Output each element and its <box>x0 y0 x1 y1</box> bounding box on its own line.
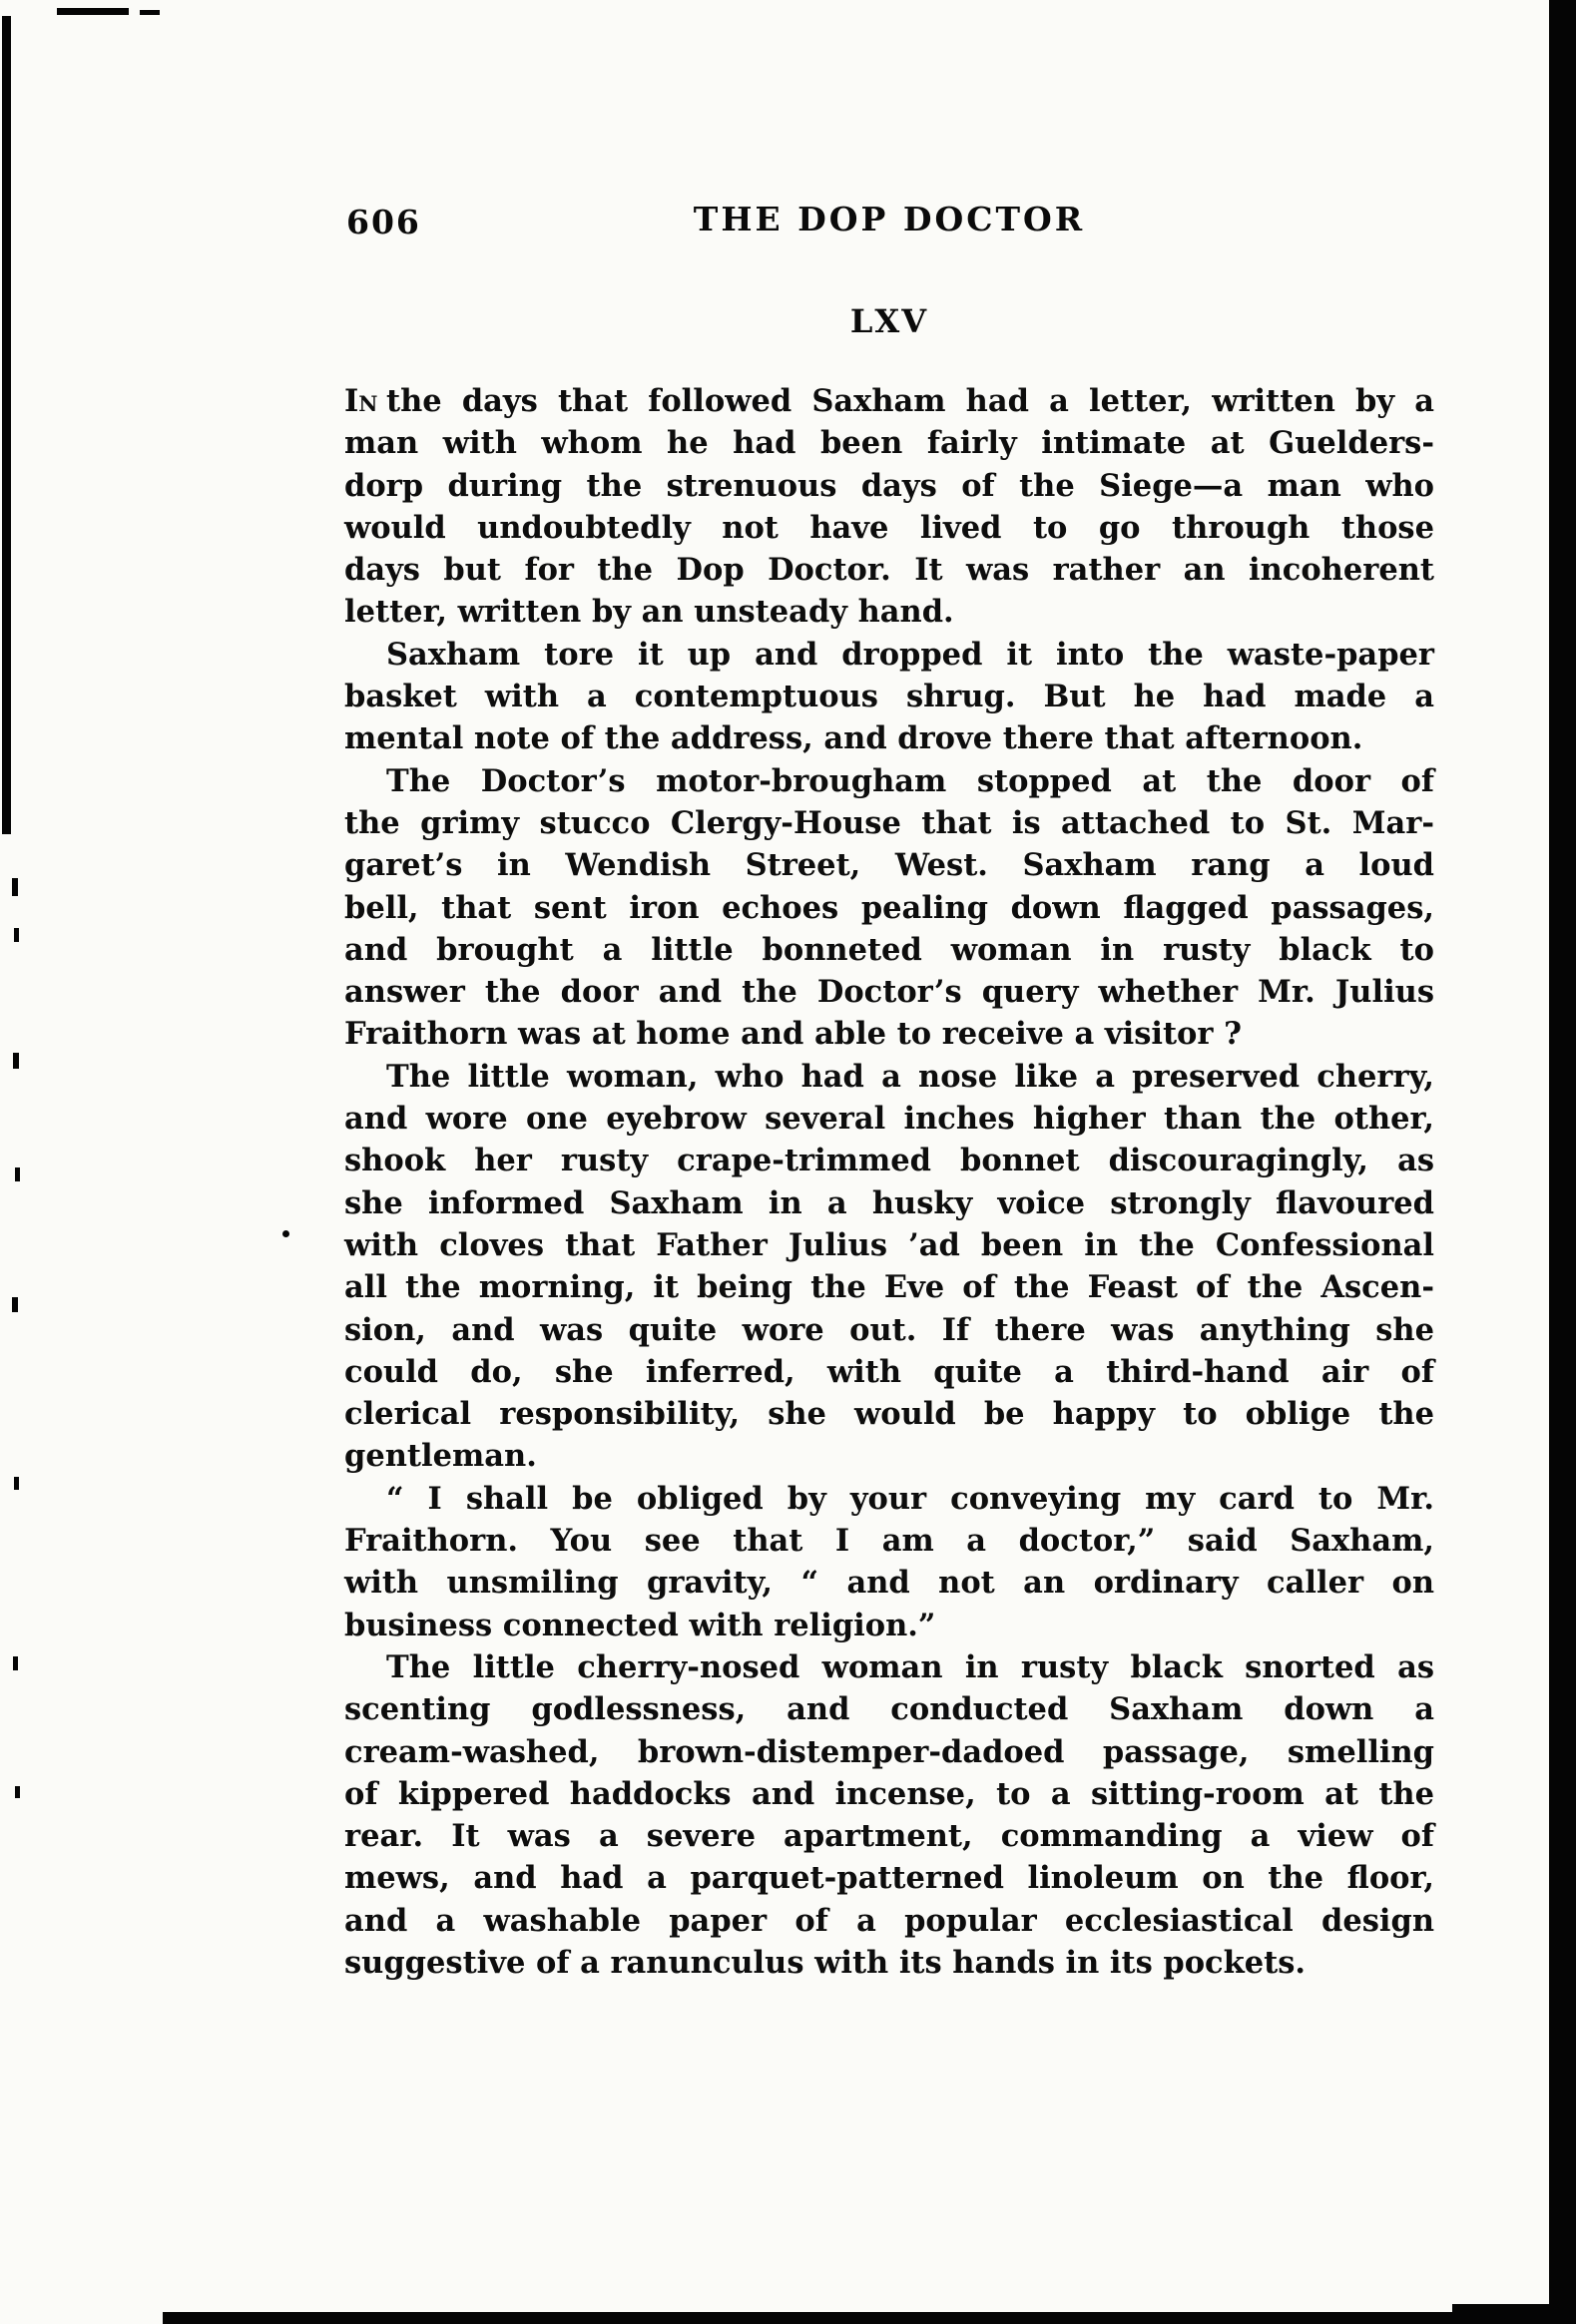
text-line: with unsmiling gravity, “ and not an ordinary caller on <box>344 1565 1434 1602</box>
running-head: THE DOP DOCTOR <box>693 200 1086 238</box>
text-line: could do, she inferred, with quite a third-hand air of <box>344 1353 1434 1390</box>
text-line: mews, and had a parquet-patterned linoleum on the floor, <box>344 1860 1434 1897</box>
text-line: she informed Saxham in a husky voice strongly flavoured <box>344 1184 1434 1221</box>
scan-artifact-left-edge-speck <box>13 1053 19 1069</box>
scan-artifact-top-left-dash <box>57 8 129 15</box>
scan-artifact-bottom-edge-strip <box>163 2312 1576 2324</box>
text-line: rear. It was a severe apartment, commanding a view of <box>344 1818 1434 1855</box>
text-line: gentleman. <box>344 1438 537 1475</box>
scan-artifact-bottom-right-corner <box>1452 2304 1576 2324</box>
text-line: suggestive of a ranunculus with its hands in its pockets. <box>344 1944 1307 1981</box>
text-line: answer the door and the Doctor’s query whether Mr. Julius <box>344 974 1434 1011</box>
text-line: man with whom he had been fairly intimate at Guelders- <box>344 425 1434 462</box>
text-line: shook her rusty crape-trimmed bonnet discouragingly, as <box>344 1143 1434 1179</box>
text-line: mental note of the address, and drove there that afternoon. <box>344 720 1363 757</box>
scan-artifact-left-edge-speck <box>12 1297 18 1312</box>
chapter-heading: LXV <box>849 302 929 340</box>
scan-artifact-left-edge-speck <box>14 1477 19 1490</box>
text-line: cream-washed, brown-distemper-dadoed passage, smelling <box>344 1733 1434 1770</box>
scan-artifact-left-edge-speck <box>15 1167 20 1181</box>
scan-artifact-left-edge-speck <box>13 1656 18 1670</box>
page-number: 606 <box>346 203 421 241</box>
text-line: and wore one eyebrow several inches higher than the other, <box>344 1101 1434 1138</box>
chapter-lead-word: In <box>344 383 378 419</box>
text-line: “ I shall be obliged by your conveying my card to Mr. <box>386 1480 1434 1517</box>
scan-artifact-left-edge-speck <box>12 878 18 896</box>
scan-artifact-top-left-dash <box>140 10 160 15</box>
text-line: Fraithorn was at home and able to receive a visitor ? <box>344 1016 1242 1053</box>
scan-artifact-margin-dot <box>282 1230 289 1237</box>
text-line: scenting godlessness, and conducted Saxham down a <box>344 1691 1434 1728</box>
text-line: Saxham tore it up and dropped it into the waste-paper <box>386 636 1434 673</box>
text-line: days but for the Dop Doctor. It was rather an incoherent <box>344 552 1434 589</box>
text-line: clerical responsibility, she would be happy to oblige the <box>344 1396 1434 1433</box>
text-line: The little woman, who had a nose like a preserved cherry, <box>386 1058 1434 1095</box>
text-line: business connected with religion.” <box>344 1607 936 1643</box>
text-line: and brought a little bonneted woman in rusty black to <box>344 931 1434 968</box>
text-line: letter, written by an unsteady hand. <box>344 594 954 631</box>
text-line-rest: the days that followed Saxham had a letter, written by a <box>386 383 1434 419</box>
text-line: garet’s in Wendish Street, West. Saxham rang a loud <box>344 847 1434 884</box>
text-line: bell, that sent iron echoes pealing down flagged passages, <box>344 889 1434 926</box>
text-line: sion, and was quite wore out. If there was anything she <box>344 1311 1434 1348</box>
text-line: all the morning, it being the Eve of the Feast of the Ascen- <box>344 1269 1434 1306</box>
scan-artifact-left-edge-line <box>2 16 11 834</box>
scan-artifact-left-edge-speck <box>14 928 19 942</box>
scan-artifact-right-edge-bar <box>1549 0 1576 2324</box>
text-line: and a washable paper of a popular ecclesiastical design <box>344 1902 1434 1939</box>
text-line <box>344 380 1434 422</box>
text-line: Fraithorn. You see that I am a doctor,” said Saxham, <box>344 1523 1434 1560</box>
text-line: dorp during the strenuous days of the Siege—a man who <box>344 467 1434 504</box>
text-line: of kippered haddocks and incense, to a sitting-room at the <box>344 1775 1434 1812</box>
scan-artifact-left-edge-speck <box>15 1786 20 1798</box>
text-line: would undoubtedly not have lived to go through those <box>344 509 1434 546</box>
text-line: with cloves that Father Julius ’ad been in the Confessional <box>344 1226 1434 1263</box>
text-line: the grimy stucco Clergy-House that is attached to St. Mar- <box>344 804 1434 841</box>
text-line: The little cherry-nosed woman in rusty black snorted as <box>386 1648 1434 1685</box>
text-line: basket with a contemptuous shrug. But he had made a <box>344 679 1434 715</box>
text-line: The Doctor’s motor-brougham stopped at the door of <box>386 762 1434 799</box>
body-text <box>344 380 1434 1984</box>
